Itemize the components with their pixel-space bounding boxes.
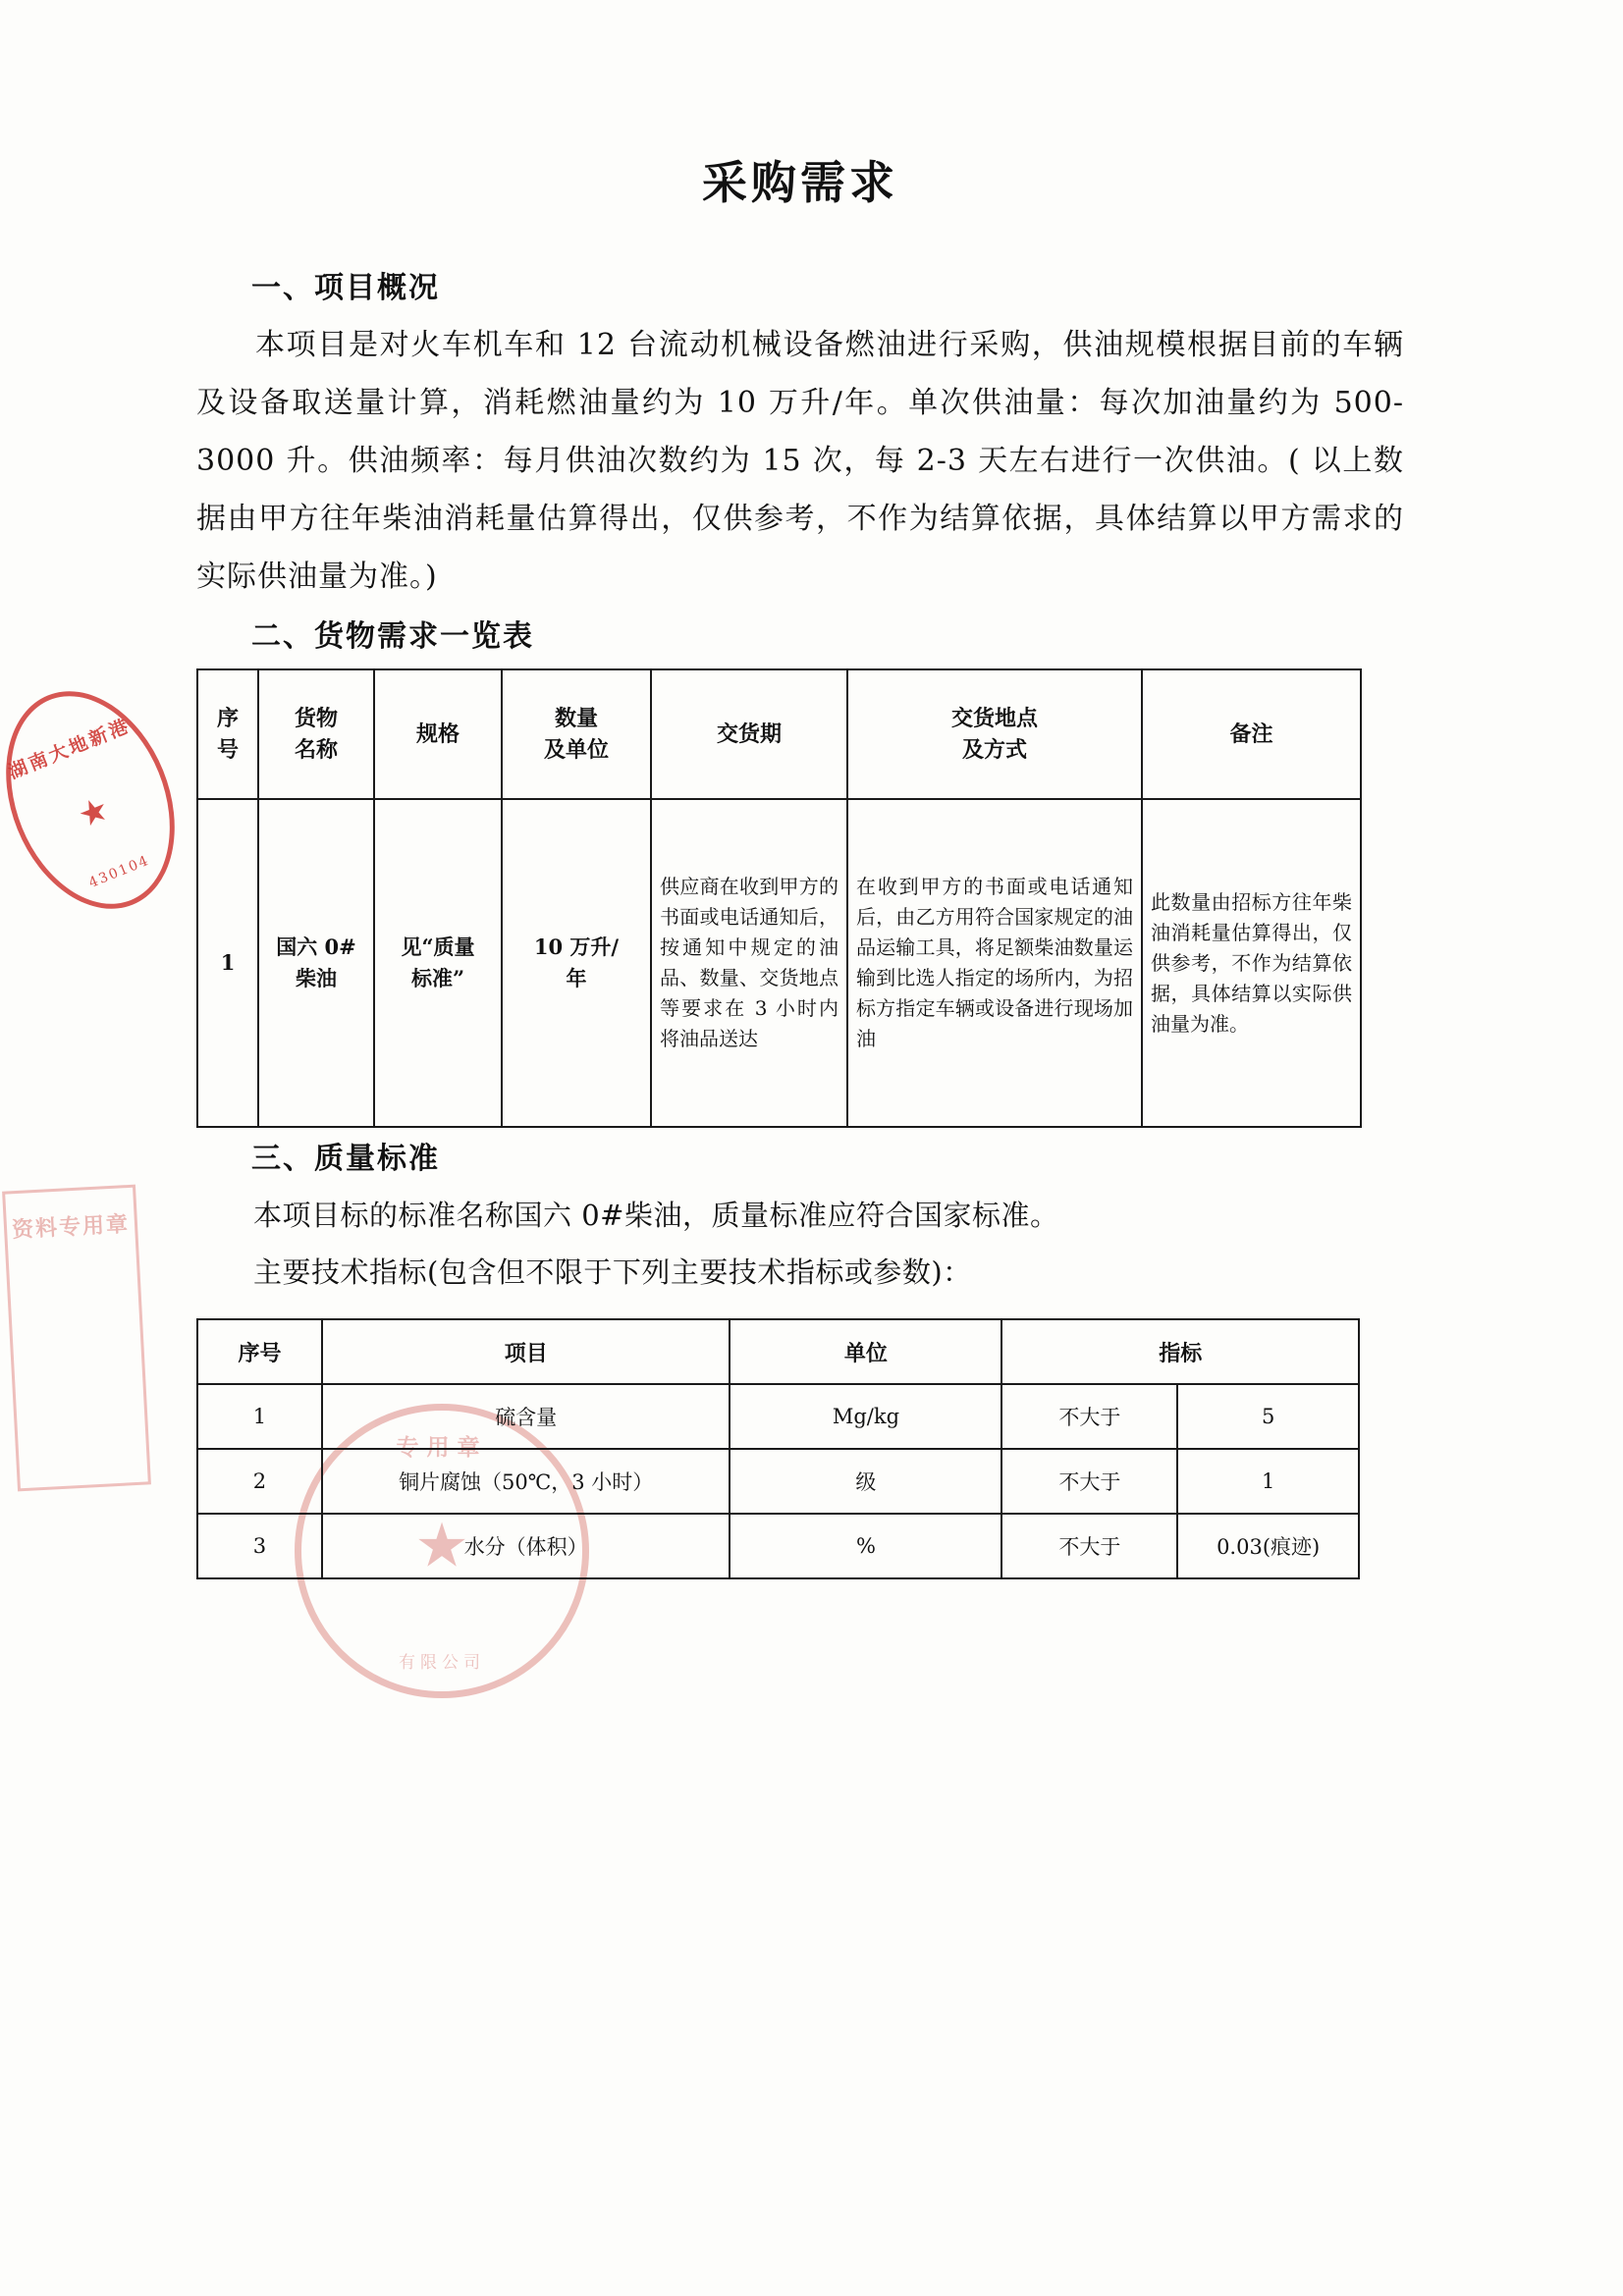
spec-cell-item: 铜片腐蚀（50℃，3 小时） — [322, 1449, 730, 1514]
spec-cell-limit: 不大于 — [1001, 1449, 1177, 1514]
col-header-name: 货物 名称 — [258, 669, 374, 799]
col-header-delivery-period: 交货期 — [651, 669, 847, 799]
spec-cell-value: 1 — [1177, 1449, 1359, 1514]
col-header-spec: 规格 — [374, 669, 502, 799]
section-heading-quality: 三、质量标准 — [251, 1142, 440, 1176]
section-heading-overview: 一、项目概况 — [251, 271, 440, 305]
table-row — [197, 799, 1361, 1127]
document-content — [196, 147, 1404, 1579]
spec-table-row — [197, 1449, 1359, 1514]
spec-cell-value: 0.03(痕迹) — [1177, 1514, 1359, 1578]
seal-oval-number: 430104 — [86, 852, 152, 891]
spec-cell-unit: 级 — [730, 1449, 1001, 1514]
page-title: 采购需求 — [702, 156, 898, 209]
section-heading-goods: 二、货物需求一览表 — [251, 619, 534, 654]
col-header-quantity: 数量 及单位 — [502, 669, 651, 799]
spec-cell-unit: % — [730, 1514, 1001, 1578]
spec-cell-item: 水分（体积） — [322, 1514, 730, 1578]
cell-spec: 见“质量 标准” — [374, 799, 502, 1127]
spec-cell-no: 1 — [197, 1384, 322, 1449]
cell-quantity: 10 万升/ 年 — [502, 799, 651, 1127]
spec-col-header-no: 序号 — [197, 1319, 322, 1384]
spec-col-header-index: 指标 — [1001, 1319, 1359, 1384]
spec-cell-no: 2 — [197, 1449, 322, 1514]
document-seal-square-icon — [2, 1185, 151, 1492]
spec-col-header-item: 项目 — [322, 1319, 730, 1384]
section-quality-paragraph-2: 主要技术指标(包含但不限于下列主要技术指标或参数)： — [253, 1255, 972, 1289]
section-quality-paragraph: 本项目标的标准名称国六 0#柴油，质量标准应符合国家标准。 — [253, 1199, 1059, 1232]
spec-cell-limit: 不大于 — [1001, 1384, 1177, 1449]
company-seal-oval-icon — [0, 666, 205, 934]
section-overview-paragraph: 本项目是对火车机车和 12 台流动机械设备燃油进行采购，供油规模根据目前的车辆及设备取送量计算，消耗燃油量约为 10 万升/年。单次供油量：每次加油量约为 500-3000 升。供油频率：每月供油次数约为 15 次，每 2-3 天左右进行一次供油。( 以上数据由甲方往年柴油消耗量估算得出，仅供参考，不作为结算依据，具体结算以甲方需求的实际供油量为准。) — [196, 328, 1404, 594]
spec-cell-no: 3 — [197, 1514, 322, 1578]
spec-table-row — [197, 1384, 1359, 1449]
seal-star-icon: ★ — [72, 788, 115, 836]
spec-cell-value: 5 — [1177, 1384, 1359, 1449]
cell-remark: 此数量由招标方往年柴油消耗量估算得出，仅供参考，不作为结算依据，具体结算以实际供油量为准。 — [1142, 799, 1361, 1127]
technical-spec-table — [196, 1318, 1360, 1579]
spec-cell-limit: 不大于 — [1001, 1514, 1177, 1578]
spec-header-row — [197, 1319, 1359, 1384]
spec-col-header-unit: 单位 — [730, 1319, 1001, 1384]
seal-round-top-text: 专用章 — [396, 1434, 488, 1461]
seal-square-text: 资料专用章 — [11, 1211, 131, 1244]
seal-ring — [0, 666, 205, 934]
seal-oval-text: 湖南大地新港 — [5, 715, 135, 784]
col-header-delivery-place: 交货地点 及方式 — [847, 669, 1142, 799]
cell-no: 1 — [197, 799, 258, 1127]
spec-cell-unit: Mg/kg — [730, 1384, 1001, 1449]
spec-table-row — [197, 1514, 1359, 1578]
col-header-no: 序 号 — [197, 669, 258, 799]
cell-name: 国六 0# 柴油 — [258, 799, 374, 1127]
spec-cell-item: 硫含量 — [322, 1384, 730, 1449]
cell-delivery-place: 在收到甲方的书面或电话通知后，由乙方用符合国家规定的油品运输工具，将足额柴油数量运输到比选人指定的场所内，为招标方指定车辆或设备进行现场加油 — [847, 799, 1142, 1127]
seal-round-bottom-text: 有限公司 — [399, 1653, 485, 1673]
cell-delivery-period: 供应商在收到甲方的书面或电话通知后，按通知中规定的油品、数量、交货地点等要求在 3 小时内将油品送达 — [651, 799, 847, 1127]
seal-round-star-icon: ★ — [414, 1509, 469, 1581]
col-header-remark: 备注 — [1142, 669, 1361, 799]
goods-requirements-table — [196, 668, 1362, 1128]
table-header-row — [197, 669, 1361, 799]
